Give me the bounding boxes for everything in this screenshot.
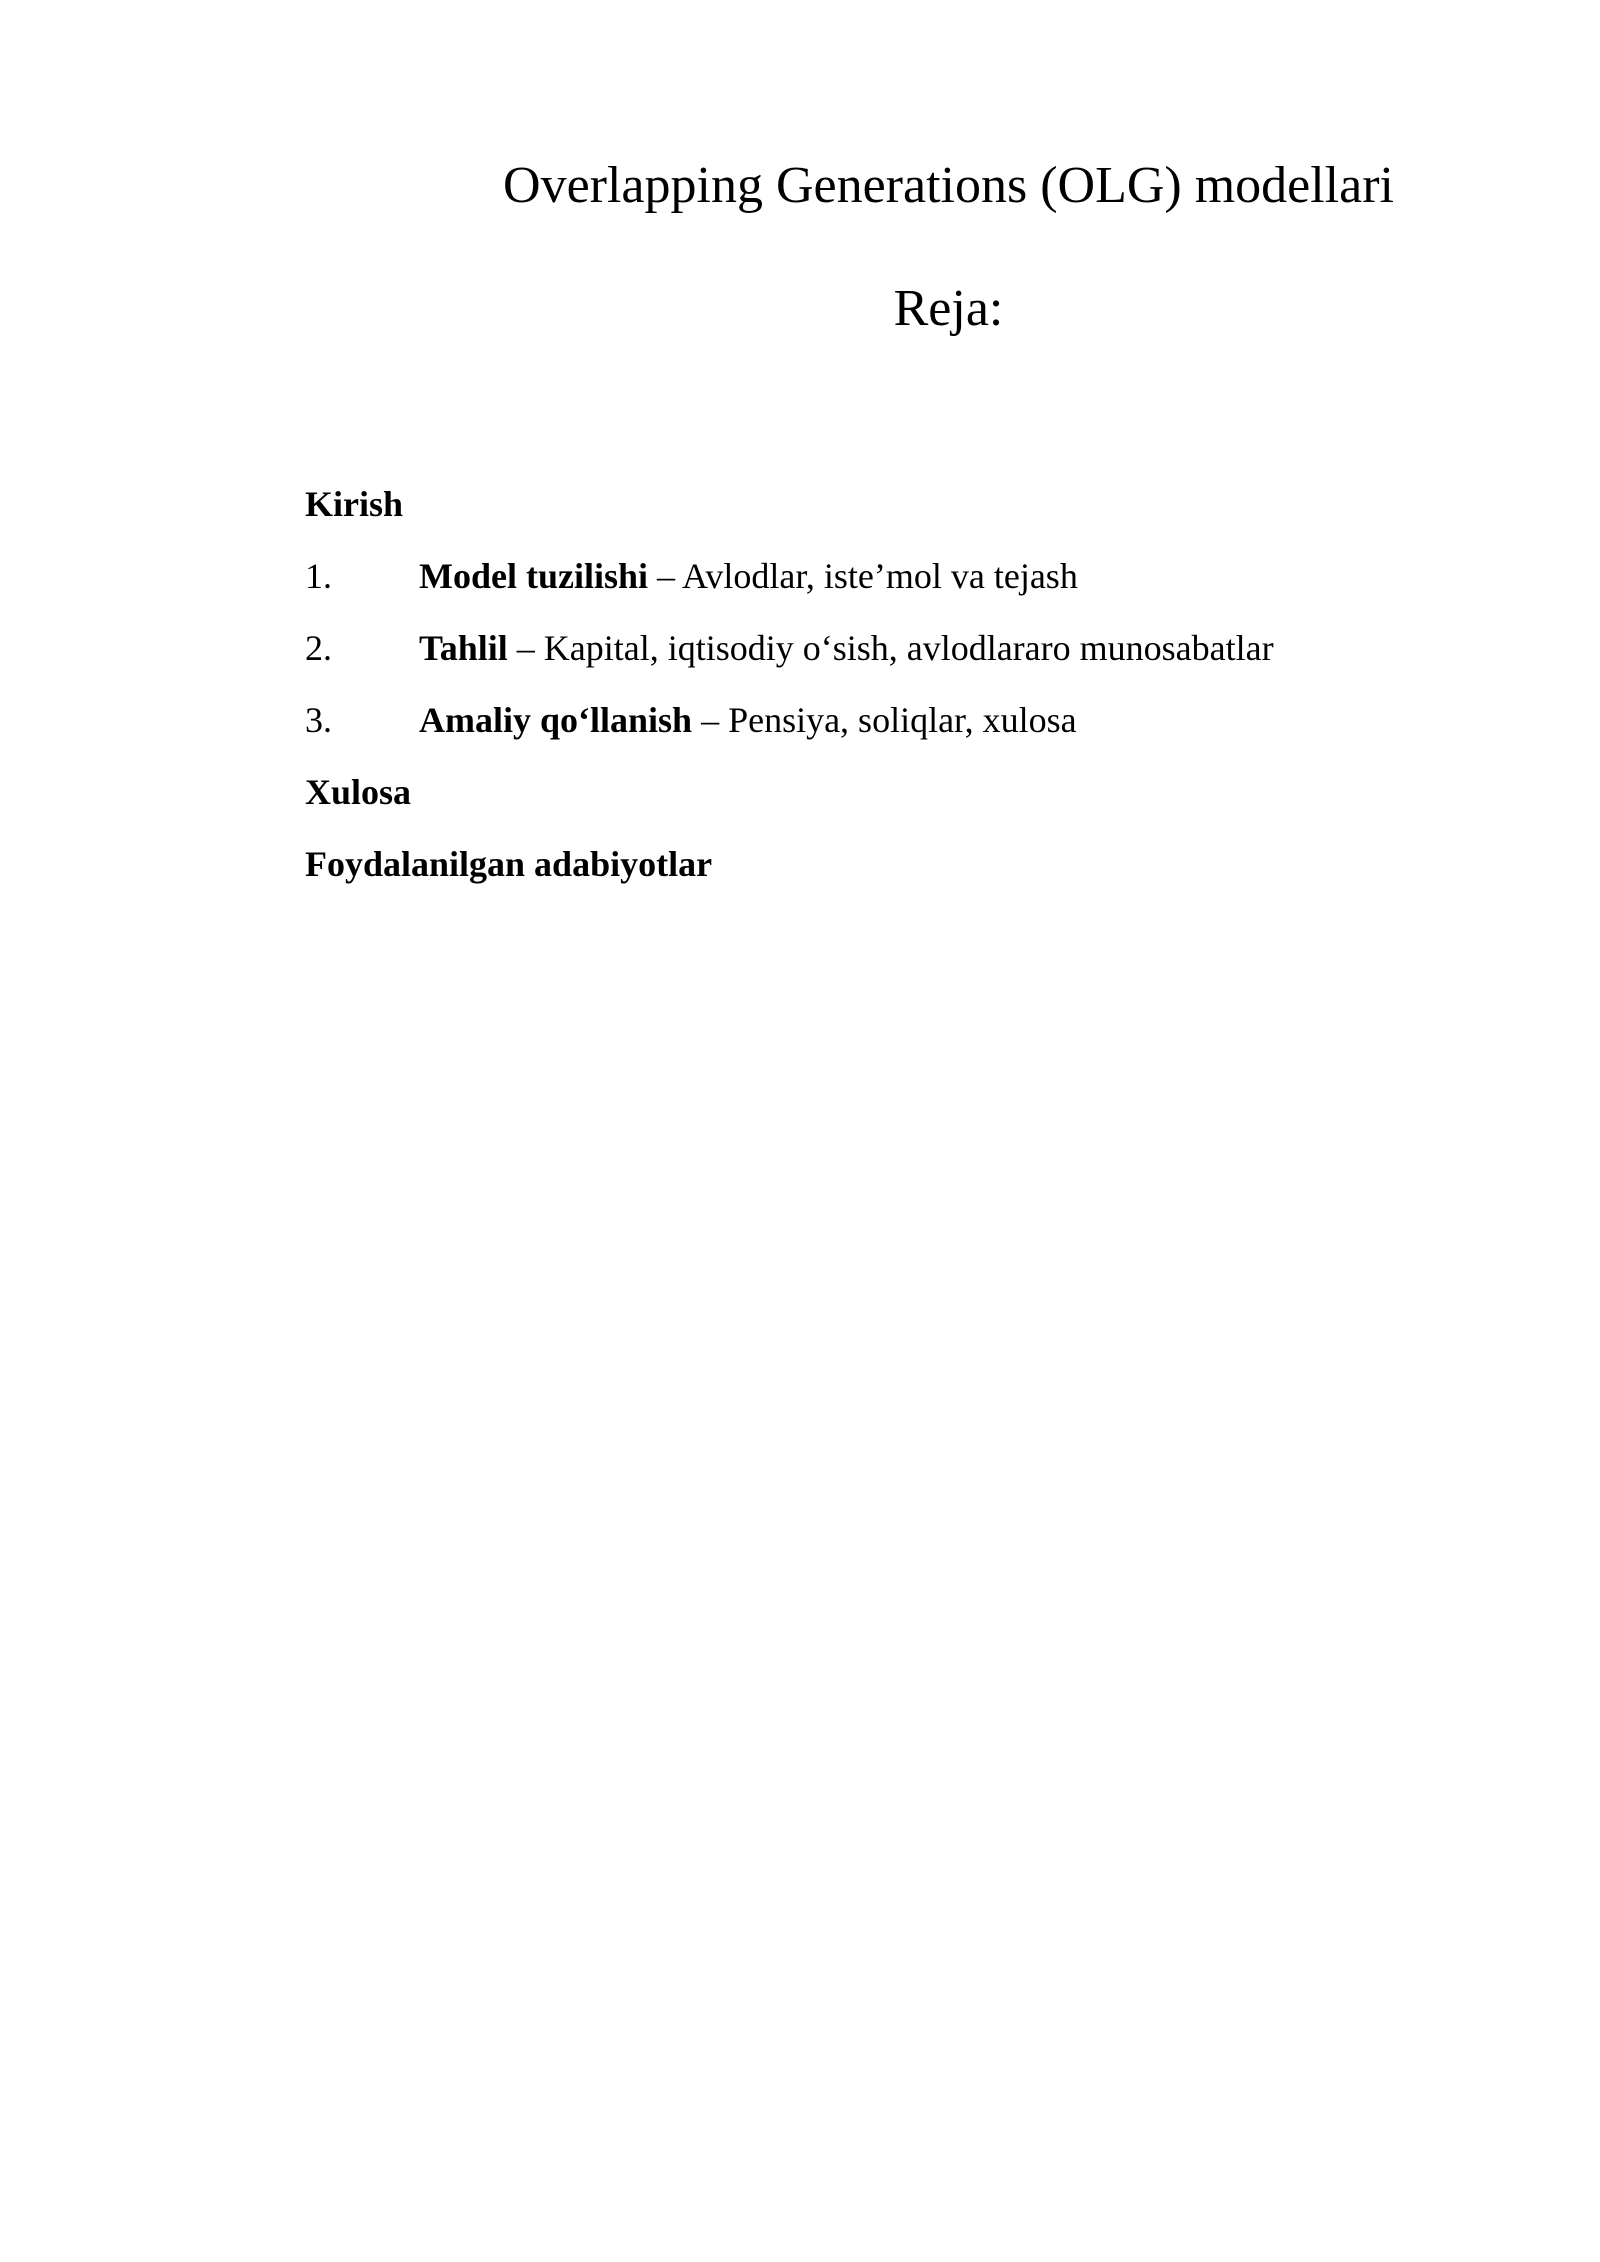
plan-intro: Kirish [305, 484, 404, 524]
plan-item [305, 552, 1405, 600]
plan-heading: Reja: [893, 280, 1004, 337]
plan-item-number: 3. [305, 700, 332, 740]
plan-conclusion: Xulosa [305, 772, 412, 812]
plan-item-description: – Avlodlar, iste’mol va tejash [648, 556, 1078, 596]
plan-item-heading: Amaliy qo‘llanish [419, 700, 693, 740]
document-title: Overlapping Generations (OLG) modellari [503, 157, 1394, 214]
plan-item-heading: Tahlil [419, 628, 508, 668]
plan-item-description: – Pensiya, soliqlar, xulosa [692, 700, 1077, 740]
plan-references: Foydalanilgan adabiyotlar [305, 844, 713, 884]
plan-item [305, 624, 1405, 672]
plan-item-description: – Kapital, iqtisodiy o‘sish, avlodlararo munosabatlar [507, 628, 1274, 668]
plan-item [305, 696, 1405, 744]
plan-item-number: 1. [305, 556, 332, 596]
plan-item-number: 2. [305, 628, 332, 668]
plan-item-heading: Model tuzilishi [419, 556, 649, 596]
plan-list [305, 480, 1405, 912]
